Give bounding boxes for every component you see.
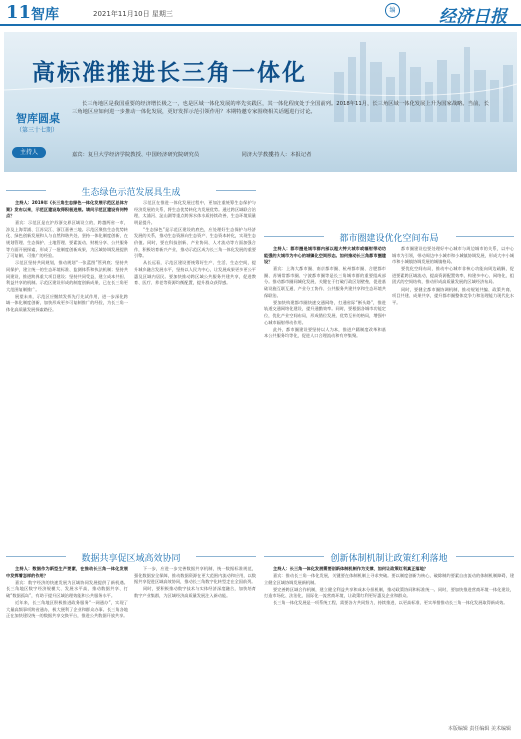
paragraph: 嘉宾：推动长三角一体化发展，关键要在体制机制上寻求突破。要以制度创新为核心，破除制约要素自由流动的体制机制障碍，建立健全区域协调发展新机制。: [264, 573, 514, 585]
intro-paragraph: 长三角地区是我国重要的经济增长极之一，也是区域一体化发展的率先实践区，其一体化程度处于全国前列。2018年11月，长三角区域一体化发展上升为国家战略。当前，长三角地区应如何进一步推动一体化发展，更好发挥示范引领作用？本期特邀专家围绕相关话题进行讨论。: [72, 101, 489, 115]
roundtable-title: 智库圆桌: [16, 112, 60, 125]
paragraph: 主持人：都市圈是城市群内部以超大特大城市或辐射带动功能强的大城市为中心的城镇化空间形态。如何推动长三角都市圈建设？: [264, 246, 386, 265]
paragraph: 要完善跨区域合作机制，建立健全利益共享和成本分担机制，推动政策协同和标准统一。同时，要加快推进营商环境一体化建设，打造市场化、法治化、国际化一流营商环境，让政策红利更好惠及企业和群众。: [264, 586, 514, 599]
banner: [4, 32, 517, 172]
article-column: [134, 566, 256, 721]
paragraph: 都市圈建设也要处理好中心城市与周边城市的关系，以中心城市为引领，带动周边中小城市和小城镇协调发展，形成大中小城市和小城镇协调发展的城镇格局。: [392, 246, 514, 265]
paragraph: 此外，都市圈建设要坚持以人为本，推进户籍制度改革和基本公共服务均等化，促进人口合理流动和有序集聚。: [264, 326, 386, 339]
headline: 高标准推进长三角一体化: [32, 60, 307, 86]
section-title-4: 创新体制机制让政策红利落地: [330, 554, 448, 564]
paragraph: 嘉宾：上海大都市圈、南京都市圈、杭州都市圈、合肥都市圈、苏锡常都市圈、宁波都市圈等是长三角城市群的重要组成部分。推动都市圈同城化发展，关键在于打破行政区划壁垒，促进基础设施互联互通、产业分工协作、公共服务共建共享和生态环境共保联治。: [264, 266, 386, 298]
paragraph: 示范区在推进一体化发展过程中，更加注重统筹生态保护与经济发展的关系，将生态优势转化为发展优势。通过跨区域联合治理，太浦河、淀山湖等重点跨界水体水质持续改善，生态环境质量明显提升。: [134, 200, 256, 225]
roundtable-issue: （第三十七期）: [16, 127, 59, 134]
host-pill: 主持人: [12, 147, 46, 158]
article-column: [6, 566, 128, 721]
badge-icon: 编: [385, 3, 400, 18]
paragraph: 同时，要健全都市圈协调机制，推动规划共编、政策共商、项目共建、成果共享，提升都市圈整体竞争力和治理能力现代化水平。: [392, 286, 514, 305]
article-column: [6, 200, 128, 540]
paragraph: 嘉宾：示范区是在沪苏浙交界区域设立的，跨越两省一市，涉及上海青浦、江苏吴江、浙江嘉善三地。示范区聚焦生态优势转化、绿色创新发展和人与自然和谐共处，坚持一体化制度创新，在规划管理、生态保护、土地管理、要素流动、财税分享、公共服务等方面开展探索，形成了一批制度创新成果，为区域协调发展提供了可复制、可推广的经验。: [6, 220, 128, 259]
article-column: [392, 246, 514, 542]
footer-credits: 本版编辑 责任编辑 美术编辑: [447, 726, 511, 732]
host-name: 主持人：本报记者: [269, 152, 312, 158]
masthead: [0, 0, 521, 26]
section-title-1: 生态绿色示范发展具生成: [81, 188, 181, 198]
paragraph: 展望未来，示范区应继续发挥先行先试作用，进一步深化跨域一体化制度创新，加快形成更多可复制推广的经验，为长三角一体化高质量发展探索路径。: [6, 293, 128, 312]
paragraph: 主持人：2019年《长三角生态绿色一体化发展示范区总体方案》发布以来，示范区建设取得积极进展。请问示范区建设有何特点？: [6, 200, 128, 219]
column-title: 智库: [31, 7, 59, 23]
page-number: 11: [6, 2, 32, 23]
article-column: [134, 200, 256, 540]
paragraph: 示范区坚持共同规划，推动规划“一张蓝图”管到底；坚持共同保护，建立统一的生态环境标准、监测体系和执法机制；坚持共同建设，推进跨界重大项目建设；坚持共同受益，建立成本共担、利益共享的机制。示范区建设形成的制度创新成果，已在长三角更大范围复制推广。: [6, 260, 128, 292]
article-column: [264, 566, 514, 721]
paragraph: 近年来，长三角地区积极推进政务服务“一网通办”，实现了大量高频事项跨省通办，极大便利了企业和群众办事。长三角各地正在加快建设统一的数据共享交换平台，推进公共数据开放共享。: [6, 599, 128, 619]
newspaper-logo: 经济日报: [439, 7, 507, 27]
guests-line: 嘉宾：复旦大学经济学院教授、中国经济研究院研究员 同济大学教授: [72, 152, 274, 158]
section-title-3: 数据共享促区域高效协同: [81, 554, 181, 564]
paragraph: 同时，要积极推动数字技术与实体经济深度融合，加快培育数字产业集群，为区域经济高质量发展注入新动能。: [134, 586, 256, 598]
issue-date: 2021年11月10日 星期三: [93, 10, 173, 18]
paragraph: 下一步，应进一步完善数据共享机制，统一数据标准规范，强化数据安全保障，推动数据资源在更大范围内流动和应用，以数据共享促进区域高效协同，推动长三角数字化转型走在全国前列。: [134, 566, 256, 585]
paragraph: 主持人：数据作为新型生产要素，在推动长三角一体化发展中发挥着怎样的作用？: [6, 566, 128, 578]
paragraph: 主持人：长三角一体化发展需要创新体制机制作为支撑，如何让政策红利真正落地？: [273, 566, 428, 571]
paragraph: “生态绿色”是示范区建设的底色，应处理好生态保护与经济发展的关系，推动生态资源向生态资产、生态资本转化，实现生态价值。同时，要在科技创新、产业协同、人才流动等方面加强合作，积极培育新兴产业，推动示范区成为长三角一体化发展的重要引擎。: [134, 226, 256, 259]
paragraph: 要加快构建都市圈快速交通网络，打通省际“断头路”，推进轨道交通网络化建设，提升通勤效率。同时，要根据各城市功能定位，优化产业空间布局，形成错位发展、优势互补的格局，增强中心城市辐射带动作用。: [264, 299, 386, 325]
article-column: [264, 246, 386, 542]
paragraph: 长三角一体化发展是一项系统工程，需要各方共同努力，持续推进，以更高标准、更实举措推动长三角一体化发展取得新成效。: [273, 600, 508, 606]
paragraph: 从长远看，示范区建设要统筹好生产、生活、生态空间，提升城乡融合发展水平，坚持以人民为中心，让发展成果更多更公平惠及区域内居民。要加快推动跨区域公共服务共建共享，促进教育、医疗、养老等资源均衡配置，提升群众获得感。: [134, 260, 256, 286]
section-title-2: 都市圈建设优化空间布局: [339, 234, 439, 244]
paragraph: 要优化空间布局，推动中心城市非核心功能向周边疏解，促进要素跨区域流动，提高资源配置效率，构建多中心、网络化、组团式的空间结构，推动形成高质量发展的区域经济布局。: [392, 266, 514, 285]
paragraph: 嘉宾：数字经济的快速发展为区域协同发展提供了新机遇。长三角地区数字经济规模大、发展水平高，推动数据共享、打破“数据孤岛”，有助于提升区域治理效能和公共服务水平。: [6, 579, 128, 598]
